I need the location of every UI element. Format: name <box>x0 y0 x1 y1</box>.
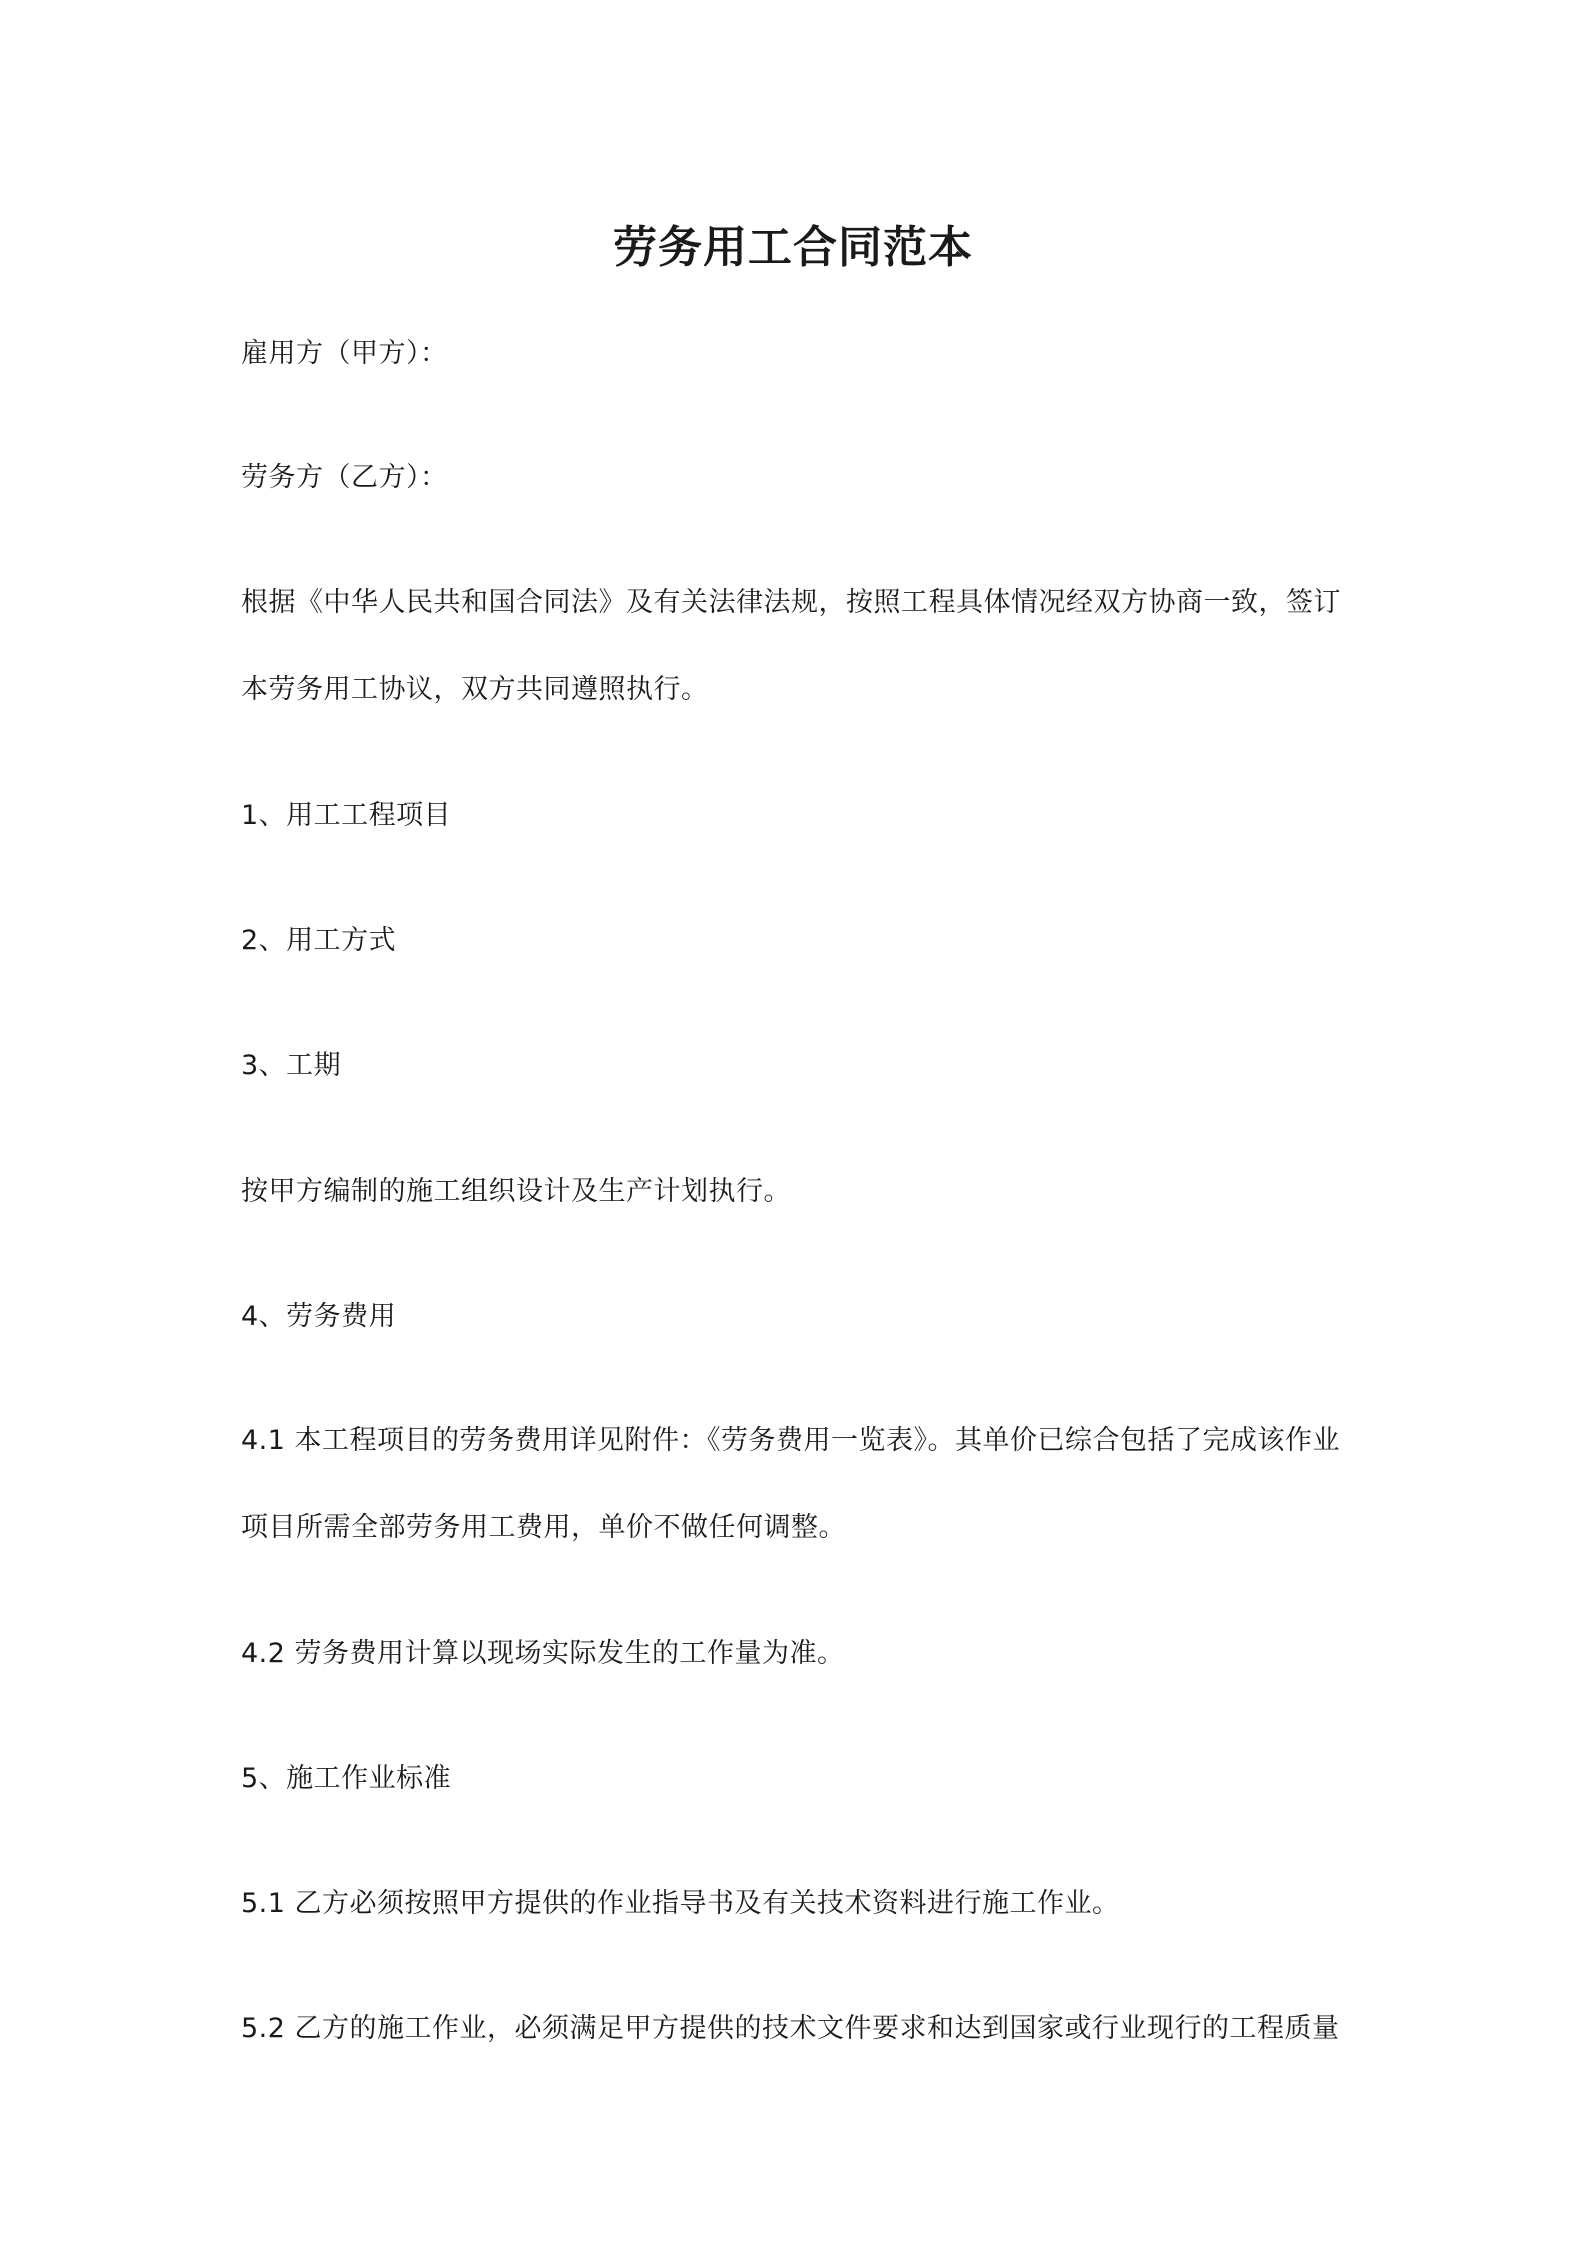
clause-5-2-line-1: 5.2 乙方的施工作业，必须满足甲方提供的技术文件要求和达到国家或行业现行的工程质量 <box>241 2013 1340 2044</box>
laborer-party-label: 劳务方（乙方）： <box>241 462 448 493</box>
section-heading-4: 4、劳务费用 <box>241 1301 397 1332</box>
section-heading-5: 5、施工作业标准 <box>241 1763 452 1794</box>
preamble-line-2: 本劳务用工协议，双方共同遵照执行。 <box>241 674 709 705</box>
clause-4-1-line-2: 项目所需全部劳务用工费用，单价不做任何调整。 <box>241 1512 846 1543</box>
section-heading-2: 2、用工方式 <box>241 925 397 956</box>
clause-5-1: 5.1 乙方必须按照甲方提供的作业指导书及有关技术资料进行施工作业。 <box>241 1888 1120 1919</box>
clause-4-2: 4.2 劳务费用计算以现场实际发生的工作量为准。 <box>241 1638 845 1669</box>
section-heading-3: 3、工期 <box>241 1050 342 1081</box>
employer-party-label: 雇用方（甲方）： <box>241 338 448 369</box>
document-title: 劳务用工合同范本 <box>613 222 973 273</box>
section-heading-1: 1、用工工程项目 <box>241 800 452 831</box>
section-3-text: 按甲方编制的施工组织设计及生产计划执行。 <box>241 1176 791 1207</box>
clause-4-1-line-1: 4.1 本工程项目的劳务费用详见附件：《劳务费用一览表》。其单价已综合包括了完成该作业 <box>241 1425 1341 1456</box>
preamble-line-1: 根据《中华人民共和国合同法》及有关法律法规，按照工程具体情况经双方协商一致，签订 <box>241 587 1341 618</box>
